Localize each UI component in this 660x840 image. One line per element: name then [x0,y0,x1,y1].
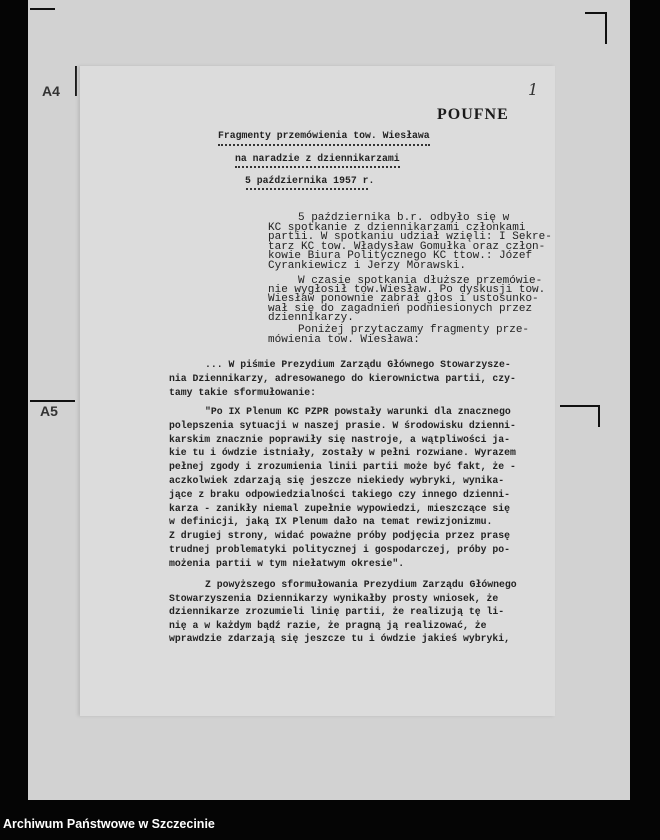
text-line: tarz KC tow. Władysław Gomułka oraz człon- [268,240,546,253]
corner-mark [560,405,600,427]
text-line: nie wygłosił tow.Wiesław. Po dyskusji tow. [268,284,546,297]
text-line: pełnej zgody i zrozumienia linii partii może być fakt, że - [169,461,516,473]
text-line: KC spotkanie z dziennikarzami członkami [268,221,526,234]
text-line: partii. W spotkaniu udział wzięli: I Sekre- [268,231,552,244]
corner-mark [585,12,607,44]
frame-label-a5: A5 [40,403,58,419]
text-line: możenia partii w tym niełatwym okresie". [169,557,405,569]
text-line: wał się do zagadnień podniesionych przez [268,302,533,315]
title-line: na naradzie z dziennikarzami [235,153,400,164]
text-line: Z powyższego sformułowania Prezydium Zarządu Głównego [205,579,517,590]
title-underline [218,144,430,148]
text-line: tamy takie sformułowanie: [169,387,316,398]
title-line: Fragmenty przemówienia tow. Wiesława [218,130,430,141]
frame-label-a4: A4 [42,83,60,99]
text-line: Poniżej przytaczamy fragmenty prze- [298,324,530,336]
title-line: 5 października 1957 r. [245,175,375,186]
text-line: Cyrankiewicz i Jerzy Morawski. [268,260,467,272]
text-line: Wiesław ponownie zabrał głos i ustosunko- [268,293,539,306]
text-line: jące z braku odpowiedzialności takiego czy innego dzienni- [169,488,510,500]
text-line: kie tu i ówdzie istniały, zostały w pełni rozwiane. Wyrazem [169,447,516,459]
text-line: polepszenia sytuacji w naszej prasie. W środowisku dzienni- [169,419,516,431]
text-line: trudnej problematyki politycznej i gospodarczej, próby po- [169,544,510,555]
text-line: wprawdzie zdarzają się jeszcze tu i ówdzie jakieś wybryki, [169,633,510,645]
text-line: "Po IX Plenum KC PZPR powstały warunki dla znacznego [205,406,511,417]
text-line: Z drugiej strony, widać poważne próby podjęcia przez prasę [169,530,510,542]
corner-mark [30,0,55,10]
text-line: dziennikarze zrozumieli linię partii, że realizują tę li- [169,606,505,618]
text-line: karskim znacznie poprawiły się nastroje, a wątpliwości ja- [169,433,510,445]
confidential-stamp: POUFNE [437,106,509,123]
text-line: ... W piśmie Prezydium Zarządu Głównego Stowarzysze- [205,359,511,370]
text-line: W czasie spotkania dłuższe przemówie- [298,275,543,287]
title-underline [246,188,368,192]
text-line: w definicji, jaką IX Plenum dało na temat rewizjonizmu. [169,516,493,528]
text-line: nię a w każdym bądź razie, że pragną ją realizować, że [169,619,487,631]
text-line: 5 października b.r. odbyło się w [298,212,510,224]
text-line: nia Dziennikarzy, adresowanego do kierownictwa partii, czy- [169,373,516,384]
archive-footer: Archiwum Państwowe w Szczecinie [3,817,215,831]
text-line: karza - zanikły niemal zupełnie wypowiedzi, mieszczące się [169,502,510,514]
text-line: mówienia tow. Wiesława: [268,334,420,346]
text-line: aczkolwiek zdarzają się jeszcze niekiedy wybryki, wynika- [169,475,505,486]
text-line: Stowarzyszenia Dziennikarzy wynikałby prosty wniosek, że [169,592,499,604]
text-line: dziennikarzy. [268,311,354,324]
title-underline [235,166,400,170]
page-number: 1 [528,80,539,99]
text-line: kowie Biura Politycznego KC ttow.: Józef [268,250,533,263]
corner-mark [75,66,79,96]
